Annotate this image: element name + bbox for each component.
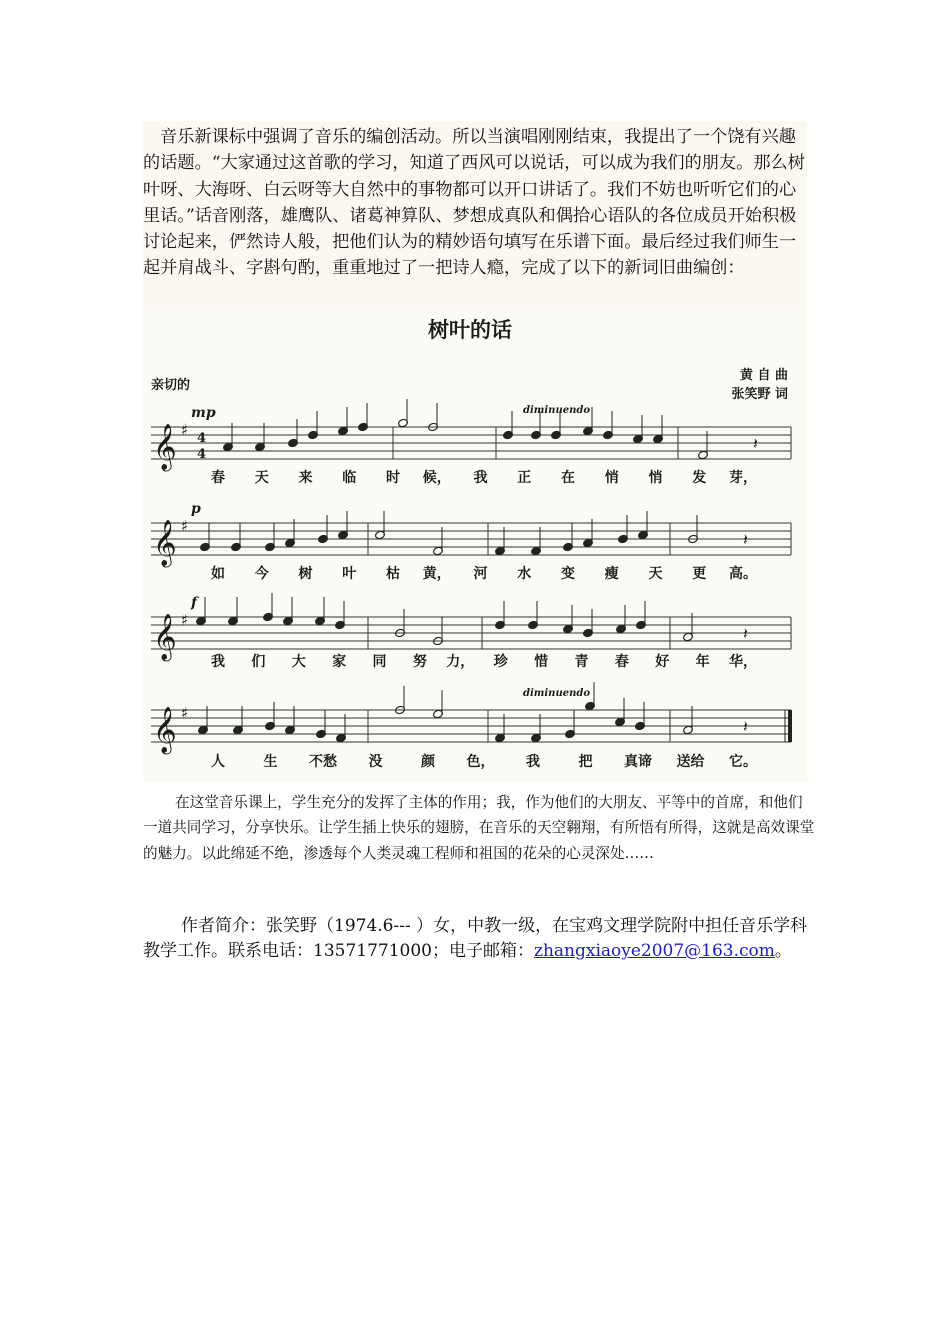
final-barline-thick [788, 710, 792, 742]
lyric-syllable: 我 [526, 754, 540, 770]
lyric-syllable: 我 [473, 470, 488, 486]
lyric-syllable: 天 [254, 470, 269, 486]
lyric-syllable: 河 [473, 566, 488, 582]
lyric-syllable: 不愁 [309, 754, 337, 770]
treble-clef-icon: 𝄞 [153, 614, 177, 660]
treble-clef-icon: 𝄞 [153, 707, 177, 753]
lyric-syllable: 发 [692, 470, 707, 486]
lyric-syllable: 努 [412, 654, 427, 670]
email-link[interactable]: zhangxiaoye2007@163.com [533, 941, 775, 961]
sharp-icon: ♯ [181, 611, 189, 629]
rest-icon: 𝄽 [743, 624, 748, 643]
composer-credit: 黄 自 曲 [739, 368, 788, 383]
sharp-icon: ♯ [181, 704, 189, 722]
lyric-syllable: 变 [561, 566, 575, 582]
lyric-syllable: 送给 [676, 754, 705, 770]
lyric-syllable: 时 [386, 470, 400, 486]
lyric-syllable: 树 [298, 566, 313, 582]
dynamic-marking: f [191, 595, 198, 611]
lyric-syllable: 人 [211, 754, 225, 770]
lyric-syllable: 天 [648, 566, 663, 582]
lyricist-credit: 张笑野 词 [731, 387, 788, 402]
lyric-syllable: 我 [211, 654, 225, 670]
dynamic-marking: mp [191, 405, 216, 421]
lyric-syllable: 把 [578, 754, 593, 770]
lyric-syllable: 悄 [648, 470, 663, 486]
time-signature-bottom: 4 [197, 447, 207, 462]
lyric-syllable: 瘦 [604, 566, 619, 582]
lyric-syllable: 它。 [729, 754, 757, 770]
reflection-paragraph [143, 790, 815, 866]
lyric-syllable: 春 [614, 654, 629, 670]
lyric-syllable: 更 [692, 566, 707, 582]
author-bio [143, 914, 815, 964]
lyric-syllable: 高。 [729, 566, 757, 582]
lyric-syllable: 们 [251, 654, 266, 670]
rest-icon: 𝄽 [753, 434, 758, 453]
bio-text: 作者简介：张笑野（1974.6--- ）女，中教一级，在宝鸡文理学院附中担任音乐学科教学工作。联系电话：13571771000；电子邮箱： [143, 916, 808, 961]
lyric-syllable: 大 [291, 654, 306, 670]
score-svg [143, 305, 807, 782]
lyric-syllable: 青 [574, 654, 589, 670]
tempo-marking: 亲切的 [151, 378, 191, 393]
expression-marking: diminuendo [523, 688, 591, 699]
lyric-syllable: 黄， [422, 566, 451, 582]
lyric-syllable: 来 [298, 470, 313, 486]
bio-end: 。 [774, 941, 792, 961]
lyric-syllable: 水 [517, 566, 532, 582]
lyric-syllable: 家 [332, 654, 347, 670]
lyric-syllable: 力， [446, 654, 475, 670]
lyric-syllable: 芽， [729, 470, 757, 486]
lyric-syllable: 同 [372, 654, 387, 670]
lyric-syllable: 正 [517, 470, 532, 486]
sharp-icon: ♯ [181, 517, 189, 535]
lyric-syllable: 珍 [493, 654, 508, 670]
lyric-syllable: 今 [254, 566, 269, 582]
rest-icon: 𝄽 [743, 717, 748, 736]
lyric-syllable: 在 [561, 470, 575, 486]
score-systems [151, 399, 792, 770]
lyric-syllable: 临 [342, 470, 357, 486]
lyric-syllable: 生 [263, 754, 278, 770]
lyric-syllable: 华， [729, 654, 757, 670]
lyric-syllable: 没 [368, 754, 383, 770]
lyric-syllable: 如 [211, 566, 225, 582]
reflection-text: 在这堂音乐课上，学生充分的发挥了主体的作用；我，作为他们的大朋友、平等中的首席，和他们一道共同学习，分享快乐。让学生插上快乐的翅膀，在音乐的天空翱翔，有所悟有所得，这就是高效课堂的魅力。以此绵延不绝，渗透每个人类灵魂工程师和祖国的花朵的心灵深处…… [143, 794, 815, 862]
lyric-syllable: 真谛 [624, 754, 652, 770]
time-signature-top: 4 [197, 431, 207, 446]
lyric-syllable: 春 [211, 470, 225, 486]
lyric-syllable: 好 [655, 654, 670, 670]
dynamic-marking: p [191, 501, 201, 517]
lyric-syllable: 枯 [386, 566, 400, 582]
lyric-syllable: 色， [466, 754, 495, 770]
lyric-syllable: 叶 [342, 566, 357, 582]
sharp-icon: ♯ [181, 421, 189, 439]
lyric-syllable: 悄 [604, 470, 619, 486]
lyric-syllable: 候， [422, 470, 451, 486]
treble-clef-icon: 𝄞 [153, 424, 177, 470]
lyric-syllable: 惜 [534, 654, 549, 670]
song-title: 树叶的话 [428, 317, 512, 342]
treble-clef-icon: 𝄞 [153, 520, 177, 566]
lyric-syllable: 颜 [421, 754, 435, 770]
rest-icon: 𝄽 [743, 530, 748, 549]
intro-paragraph [143, 121, 807, 305]
intro-text: 音乐新课标中强调了音乐的编创活动。所以当演唱刚刚结束，我提出了一个饶有兴趣的话题。“大家通过这首歌的学习，知道了西风可以说话，可以成为我们的朋友。那么树叶呀、大海呀、白云呀等大自然中的事物都可以开口讲话了。我们不妨也听听它们的心里话。”话音刚落，雄鹰队、诸葛神算队、梦想成真队和偶拾心语队的各位成员开始积极讨论起来，俨然诗人般，把他们认为的精妙语句填写在乐谱下面。最后经过我们师生一起并肩战斗、字斟句酌，重重地过了一把诗人瘾，完成了以下的新词旧曲编创： [143, 127, 805, 279]
lyric-syllable: 年 [695, 654, 710, 670]
music-score [143, 305, 807, 782]
expression-marking: diminuendo [523, 405, 591, 416]
